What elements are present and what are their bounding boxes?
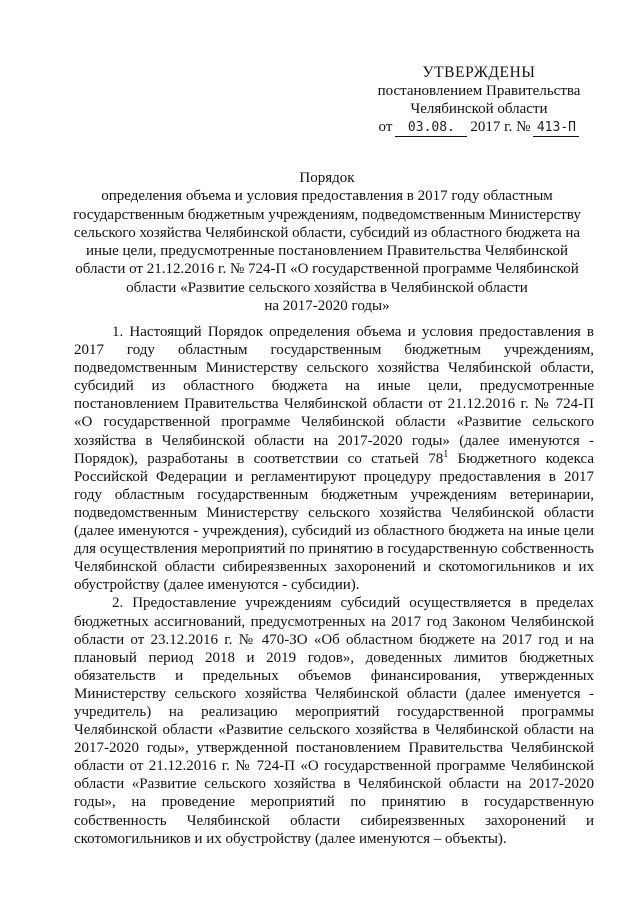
paragraph-1 [74,323,594,594]
document-body [74,323,594,848]
approval-number-field: 413-П [533,120,579,137]
title-line-5: области от 21.12.2016 г. № 724-П «О государственной программе Челябинской [75,261,579,278]
title-line-7: на 2017-2020 годы» [264,298,390,315]
approval-prefix: от [378,119,393,135]
approval-line-1: постановлением Правительства [377,83,581,99]
approval-stamp [368,64,590,137]
approval-line-2: Челябинской области [410,101,548,117]
paragraph-2: 2. Предоставление учреждениям субсидий осуществляется в пределах бюджетных ассигнований, предусмотренных на 2017 год Законом Челябинской области от 23.12.2016 г. № 470-ЗО «Об областном бюджете на 2017 год и на плановый период 2018 и 2019 годов», доведенных лимитов бюджетных обязательств и предельных объемов финансирования, утвержденных Министерству сельского хозяйства Челябинской области (далее именуется - учредитель) на реализацию мероприятий государственной программы Челябинской области «Развитие сельского хозяйства в Челябинской области на 2017-2020 годы», утвержденной постановлением Правительства Челябинской области от 21.12.2016 г. № 724-П «О государственной программе Челябинской области «Развитие сельского хозяйства в Челябинской области на 2017-2020 годы», на проведение мероприятий по принятию в государственную собственность Челябинской области сибиреязвенных захоронений и скотомогильников и их обустройству (далее именуются – объекты). [74,595,594,847]
approval-date-field: 03.08. [395,120,467,137]
approval-date-line [368,118,590,137]
article-superscript: 1 [443,448,449,460]
title-line-2: государственным бюджетным учреждениям, подведомственным Министерству [73,206,581,223]
approval-title: УТВЕРЖДЕНЫ [422,64,536,81]
paragraph-1-text-a: 1. Настоящий Порядок определения объема и условия предоставления в 2017 году областным государственным бюджетным учреждениям, подведомственным Министерству сельского хозяйства Челябинской области, субсидий из областного бюджета на иные цели, предусмотренные постановлением Правительства Челябинской области от 21.12.2016 г. № 724-П «О государственной программе Челябинской области «Развитие сельского хозяйства в Челябинской области на 2017-2020 годы» (далее именуются - Порядок), разработаны в соответствии со статьей 78 [74,324,594,467]
title-line-1: определения объема и условия предоставления в 2017 году областным [101,188,553,205]
title-line-3: сельского хозяйства Челябинской области, субсидий из областного бюджета на [73,224,581,241]
title-line-4: иные цели, предусмотренные постановлением Правительства Челябинской [85,243,569,260]
approval-year: 2017 г. № [470,119,531,135]
document-title [66,169,588,315]
title-heading: Порядок [299,170,355,186]
title-line-6: области «Развитие сельского хозяйства в Челябинской области [126,279,528,296]
paragraph-1-text-b: Бюджетного кодекса Российской Федерации и регламентируют процедуру предоставления в 2017 году областным государственным бюджетным учреждениям ветеринарии, подведомственным Министерству сельского хозяйства Челябинской области (далее именуются - учреждения), субсидий из областного бюджета на иные цели для осуществления мероприятий по принятию в государственную собственность Челябинской области сибиреязвенных захоронений и скотомогильников и их обустройству (далее именуются - субсидии). [74,450,594,594]
